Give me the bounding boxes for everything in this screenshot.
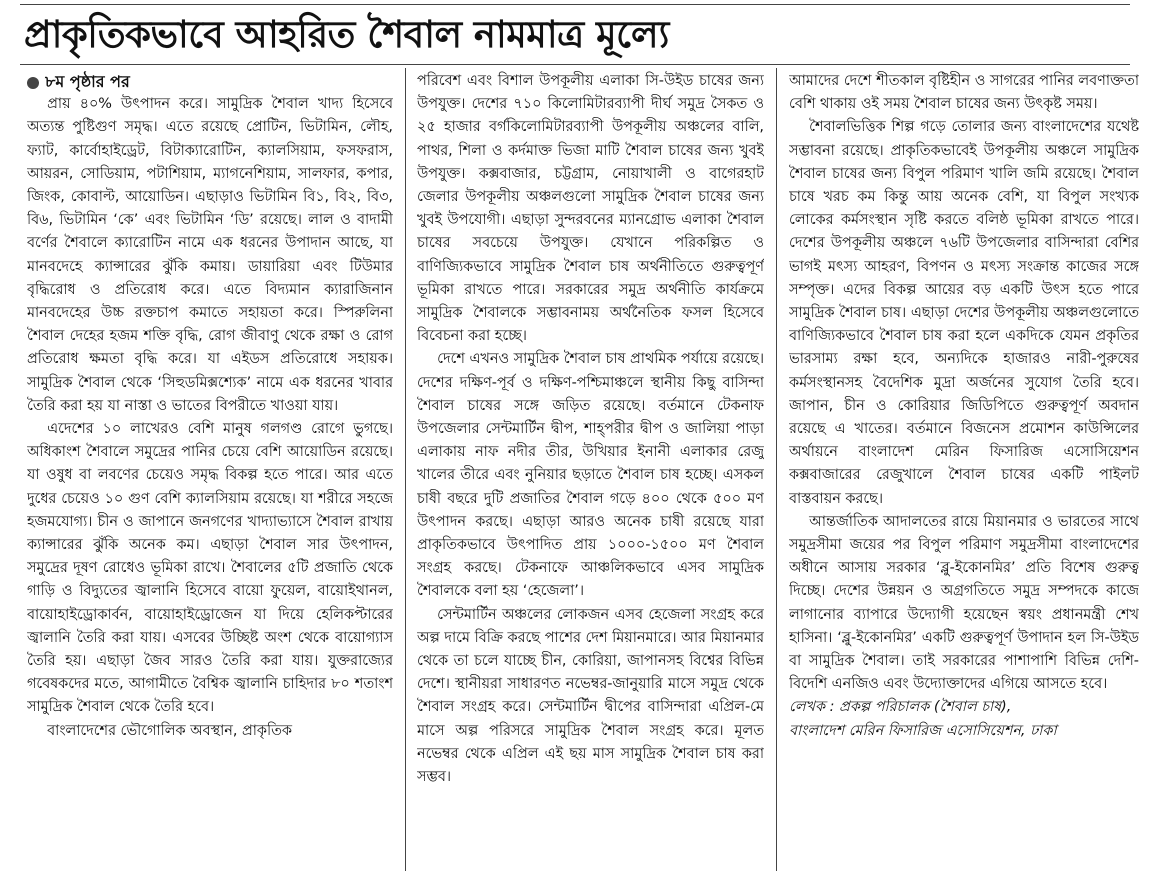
paragraph: শৈবালভিত্তিক শিল্প গড়ে তোলার জন্য বাংলাদেশের যথেষ্ট সম্ভাবনা রয়েছে। প্রাকৃতিকভাবেই উপকূলীয় অঞ্চলে সামুদ্রিক শৈবাল চাষের জন্য বিপুল পরিমাণ খালি জমি রয়েছে। শৈবাল চাষে খরচ কম কিন্তু আয় অনেক বেশি, যা বিপুল সংখ্যক লোকের কর্মসংস্থান সৃষ্টি করতে বলিষ্ঠ ভূমিকা রাখতে পারে। দেশের উপকূলীয় অঞ্চলে ৭৬টি উপজেলার বাসিন্দারা বেশির ভাগই মৎস্য আহরণ, বিপণন ও মৎস্য সংক্রান্ত কাজের সঙ্গে সম্পৃক্ত। এদের বিকল্প আয়ের বড় একটি উৎস হতে পারে সামুদ্রিক শৈবাল চাষ। এছাড়া দেশের উপকূলীয় অঞ্চলগুলোতে বাণিজ্যিকভাবে শৈবাল চাষ করা হলে একদিকে যেমন প্রকৃতির ভারসাম্য রক্ষা হবে, অন্যদিকে হাজারও নারী-পুরুষের কর্মসংস্থানসহ বৈদেশিক মুদ্রা অর্জনের সুযোগ তৈরি হবে। জাপান, চীন ও কোরিয়ার জিডিপিতে গুরুত্বপূর্ণ অবদান রয়েছে এ খাতের। বর্তমানে বিজনেস প্রমোশন কাউন্সিলের অর্থায়নে বাংলাদেশ মেরিন ফিসারিজ এসোসিয়েশন কক্সবাজারের রেজুখালে শৈবাল চাষের একটি পাইলট বাস্তবায়ন করছে। [789, 119, 1139, 507]
article-column-1 [27, 70, 393, 871]
column-divider [405, 68, 406, 871]
paragraph: দেশে এখনও সামুদ্রিক শৈবাল চাষ প্রাথমিক পর্যায়ে রয়েছে। দেশের দক্ষিণ-পূর্ব ও দক্ষিণ-পশ্চিমাঞ্চলে স্থানীয় কিছু বাসিন্দা শৈবাল চাষের সঙ্গে জড়িত রয়েছে। বর্তমানে টেকনাফ উপজেলার সেন্টমার্টিন দ্বীপ, শাহ্‌পরীর দ্বীপ ও জালিয়া পাড়া এলাকায় নাফ নদীর তীর, উখিয়ার ইনানী এলাকার রেজু খালের তীরে এবং নুনিয়ার ছড়াতে শৈবাল চাষ হচ্ছে। এসকল চাষী বছরে দুটি প্রজাতির শৈবাল গড়ে ৪০০ থেকে ৫০০ মণ উৎপাদন করছে। এছাড়া আরও অনেক চাষী রয়েছে যারা প্রাকৃতিকভাবে উৎপাদিত প্রায় ১০০০-১৫০০ মণ শৈবাল সংগ্রহ করছে। টেকনাফে আঞ্চলিকভাবে এসব সামুদ্রিক শৈবালকে বলা হয় ‘হেজেলা’। [417, 351, 764, 600]
continued-from [27, 70, 393, 93]
column-divider [776, 68, 777, 871]
bullet-icon [27, 77, 39, 89]
paragraph: বাংলাদেশের ভৌগোলিক অবস্থান, প্রাকৃতিক [47, 722, 292, 739]
article-column-3 [789, 70, 1139, 871]
paragraph: পরিবেশ এবং বিশাল উপকূলীয় এলাকা সি-উইড চাষের জন্য উপযুক্ত। দেশের ৭১০ কিলোমিটারব্যাপী দীর্ঘ সমুদ্র সৈকত ও ২৫ হাজার বর্গকিলোমিটারব্যাপী উপকূলীয় অঞ্চলের বালি, পাথর, শিলা ও কর্দমাক্ত ভিজা মাটি শৈবাল চাষের জন্য খুবই উপযুক্ত। কক্সবাজার, চট্টগ্রাম, নোয়াখালী ও বাগেরহাট জেলার উপকূলীয় অঞ্চলগুলো সামুদ্রিক শৈবাল চাষের জন্য খুবই উপযোগী। এছাড়া সুন্দরবনের ম্যানগ্রোভ এলাকা শৈবাল চাষের সবচেয়ে উপযুক্ত। যেখানে পরিকল্পিত ও বাণিজ্যিকভাবে সামুদ্রিক শৈবাল চাষ অর্থনীতিতে গুরুত্বপূর্ণ ভূমিকা রাখতে পারে। সরকারের সমুদ্র অর্থনীতি কার্যক্রমে সামুদ্রিক শৈবালকে সম্ভাবনাময় অর্থনৈতিক ফসল হিসেবে বিবেচনা করা হচ্ছে। [417, 73, 764, 345]
author-byline [789, 696, 1139, 742]
paragraph: এদেশের ১০ লাখেরও বেশি মানুষ গলগণ্ড রোগে ভুগছে। অধিকাংশ শৈবালে সমুদ্রের পানির চেয়ে বেশি আয়োডিন রয়েছে। যা ওষুধ বা লবণের চেয়েও সমৃদ্ধ বিকল্প হতে পারে। আর এতে দুধের চেয়েও ১০ গুণ বেশি ক্যালসিয়াম রয়েছে। যা শরীরে সহজে হজমযোগ্য। চীন ও জাপানে জনগণের খাদ্যাভ্যাসে শৈবাল রাখায় ক্যান্সারের ঝুঁকি অনেক কম। এছাড়া শৈবাল সার উৎপাদন, সমুদ্রের দূষণ রোধেও ভূমিকা রাখে। শৈবালের ৫টি প্রজাতি থেকে গাড়ি ও বিদ্যুতের জ্বালানি হিসেবে বায়ো ফুয়েল, বায়োইথানল, বায়োহাইড্রোকার্বন, বায়োহাইড্রোজেন যা দিয়ে হেলিকপ্টারের জ্বালানি তৈরি করা যায়। এসবের উচ্ছিষ্ট অংশ থেকে বায়োগ্যাস তৈরি হয়। এছাড়া জৈব সারও তৈরি করা যায়। যুক্তরাজ্যের গবেষকদের মতে, আগামীতে বৈশ্বিক জ্বালানি চাহিদার ৮০ শতাংশ সামুদ্রিক শৈবাল থেকে তৈরি হবে। [27, 421, 393, 716]
article-column-2 [417, 70, 764, 871]
paragraph: সেন্টমার্টিন অঞ্চলের লোকজন এসব হেজেলা সংগ্রহ করে অল্প দামে বিক্রি করছে পাশের দেশ মিয়ানমারে। আর মিয়ানমার থেকে তা চলে যাচ্ছে চীন, কোরিয়া, জাপানসহ বিশ্বের বিভিন্ন দেশে। স্থানীয়রা সাধারণত নভেম্বর-জানুয়ারি মাসে সমুদ্র থেকে শৈবাল সংগ্রহ করে। সেন্টমার্টিন দ্বীপের বাসিন্দারা এপ্রিল-মে মাসে অল্প পরিসরে সামুদ্রিক শৈবাল সংগ্রহ করে। মূলত নভেম্বর থেকে এপ্রিল এই ছয় মাস সামুদ্রিক শৈবাল চাষ করা সম্ভব। [417, 606, 764, 786]
paragraph: আমাদের দেশে শীতকাল বৃষ্টিহীন ও সাগরের পানির লবণাক্ততা বেশি থাকায় ওই সময় শৈবাল চাষের জন্য উৎকৃষ্ট সময়। [789, 73, 1139, 113]
top-rule [20, 4, 1130, 5]
paragraph: আন্তর্জাতিক আদালতের রায়ে মিয়ানমার ও ভারতের সাথে সমুদ্রসীমা জয়ের পর বিপুল পরিমাণ সমুদ্রসীমা বাংলাদেশের অধীনে আসায় সরকার ‘ব্লু-ইকোনমির’ প্রতি বিশেষ গুরুত্ব দিচ্ছে। দেশের উন্নয়ন ও অগ্রগতিতে সমুদ্র সম্পদকে কাজে লাগানোর ব্যাপারে উদ্যোগী হয়েছেন স্বয়ং প্রধানমন্ত্রী শেখ হাসিনা। ‘ব্লু-ইকোনমির’ একটি গুরুত্বপূর্ণ উপাদান হল সি-উইড বা সামুদ্রিক শৈবাল। তাই সরকারের পাশাপাশি বিভিন্ন দেশি-বিদেশি এনজিও এবং উদ্যোক্তাদের এগিয়ে আসতে হবে। [789, 513, 1139, 693]
continued-from-label: ৮ম পৃষ্ঠার পর [45, 72, 130, 91]
byline-title: লেখক : প্রকল্প পরিচালক (শৈবাল চাষ), [789, 699, 1012, 716]
paragraph: প্রায় ৪০% উৎপাদন করে। সামুদ্রিক শৈবাল খাদ্য হিসেবে অত্যন্ত পুষ্টিগুণ সমৃদ্ধ। এতে রয়েছে প্রোটিন, ভিটামিন, লৌহ, ফ্যাট, কার্বোহাইড্রেট, বিটাক্যারোটিন, ক্যালসিয়াম, ফসফরাস, আয়রন, সোডিয়াম, পটাশিয়াম, ম্যাগনেশিয়াম, সালফার, কপার, জিংক, কোবাল্ট, আয়োডিন। এছাড়াও ভিটামিন বি১, বি২, বি৩, বি৬, ভিটামিন ‘কে’ এবং ভিটামিন ‘ডি’ রয়েছে। লাল ও বাদামী বর্ণের শৈবালে ক্যারোটিন নামে এক ধরনের উপাদান আছে, যা মানবদেহে ক্যান্সারের ঝুঁকি কমায়। ডায়ারিয়া এবং টিউমার বৃদ্ধিরোধ ও প্রতিরোধ করে। এতে বিদ্যমান ক্যারাজিনান মানবদেহের উচ্চ রক্তচাপ কমাতে সহায়তা করে। স্পিরুলিনা শৈবাল দেহের হজম শক্তি বৃদ্ধি, রোগ জীবাণু থেকে রক্ষা ও রোগ প্রতিরোধ ক্ষমতা বৃদ্ধি করে। যা এইডস প্রতিরোধে সহায়ক। সামুদ্রিক শৈবাল থেকে ‘সিহুডমিক্সশ্যেক’ নামে এক ধরনের খাবার তৈরি করা হয় যা নাস্তা ও ভাতের বিপরীতে খাওয়া যায়। [27, 96, 393, 414]
article-headline: প্রাকৃতিকভাবে আহরিত শৈবাল নামমাত্র মূল্যে [24, 13, 669, 56]
headline-rule [20, 64, 1130, 65]
byline-org: বাংলাদেশ মেরিন ফিসারিজ এসোসিয়েশন, ঢাকা [789, 722, 1057, 739]
